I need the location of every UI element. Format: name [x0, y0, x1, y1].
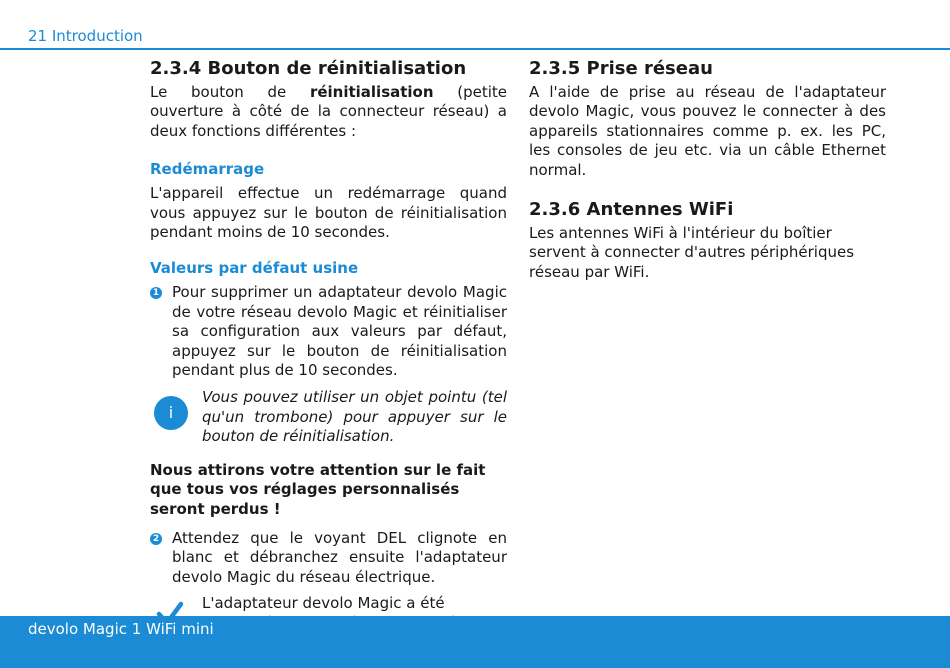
info-note-text: Vous pouvez utiliser un objet pointu (tel qu'un trombone) pour appuyer sur le bouton de réinitialisation.: [202, 388, 507, 446]
wifi-antennas-text: Les antennes WiFi à l'intérieur du boîtier servent à connecter d'autres périphériques réseau par WiFi.: [529, 224, 855, 281]
warning-text: Nous attirons votre attention sur le fait que tous vos réglages personnalisés seront perdus !: [150, 460, 486, 518]
step-2-number-icon: 2: [150, 533, 162, 545]
step-2: [150, 529, 507, 587]
step-1: [150, 283, 507, 380]
section-heading-network-port: 2.3.5 Prise réseau: [529, 58, 713, 79]
footer-product-name: devolo Magic 1 WiFi mini: [28, 620, 214, 638]
step-1-text: Pour supprimer un adaptateur devolo Magic de votre réseau devolo Magic et réinitialiser sa configuration aux valeurs par défaut, appuyez sur le bouton de réinitialisation pendant plus de 10 secondes.: [172, 283, 507, 380]
step-1-number-icon: 1: [150, 287, 162, 299]
left-column: [150, 57, 507, 652]
header-divider: [0, 48, 950, 50]
info-icon: i: [154, 396, 188, 430]
step-2-text: Attendez que le voyant DEL clignote en blanc et débranchez ensuite l'adaptateur devolo Magic du réseau électrique.: [172, 528, 507, 586]
section-heading-wifi-antennas: 2.3.6 Antennes WiFi: [529, 199, 734, 221]
subheading-factory-defaults: Valeurs par défaut usine: [150, 259, 359, 278]
reset-button-intro: Le bouton de réinitialisation (petite ouverture à côté de la connecteur réseau) a deux fonctions différentes :: [150, 83, 508, 140]
network-port-text: A l'aide de prise au réseau de l'adaptateur devolo Magic, vous pouvez le connecter à des appareils stationnaires comme p. ex. les PC, les consoles de jeu etc. via un câble Ethernet normal.: [529, 83, 886, 179]
info-note: [150, 388, 507, 446]
restart-text: L'appareil effectue un redémarrage quand vous appuyez sur le bouton de réinitialisation pendant moins de 10 secondes.: [150, 184, 507, 242]
section-heading-reset-button: 2.3.4 Bouton de réinitialisation: [150, 58, 467, 79]
success-text: L'adaptateur devolo Magic a été: [202, 594, 445, 613]
right-column: [529, 57, 886, 282]
page-header: 21 Introduction: [28, 27, 143, 45]
subheading-restart: Redémarrage: [150, 160, 265, 179]
